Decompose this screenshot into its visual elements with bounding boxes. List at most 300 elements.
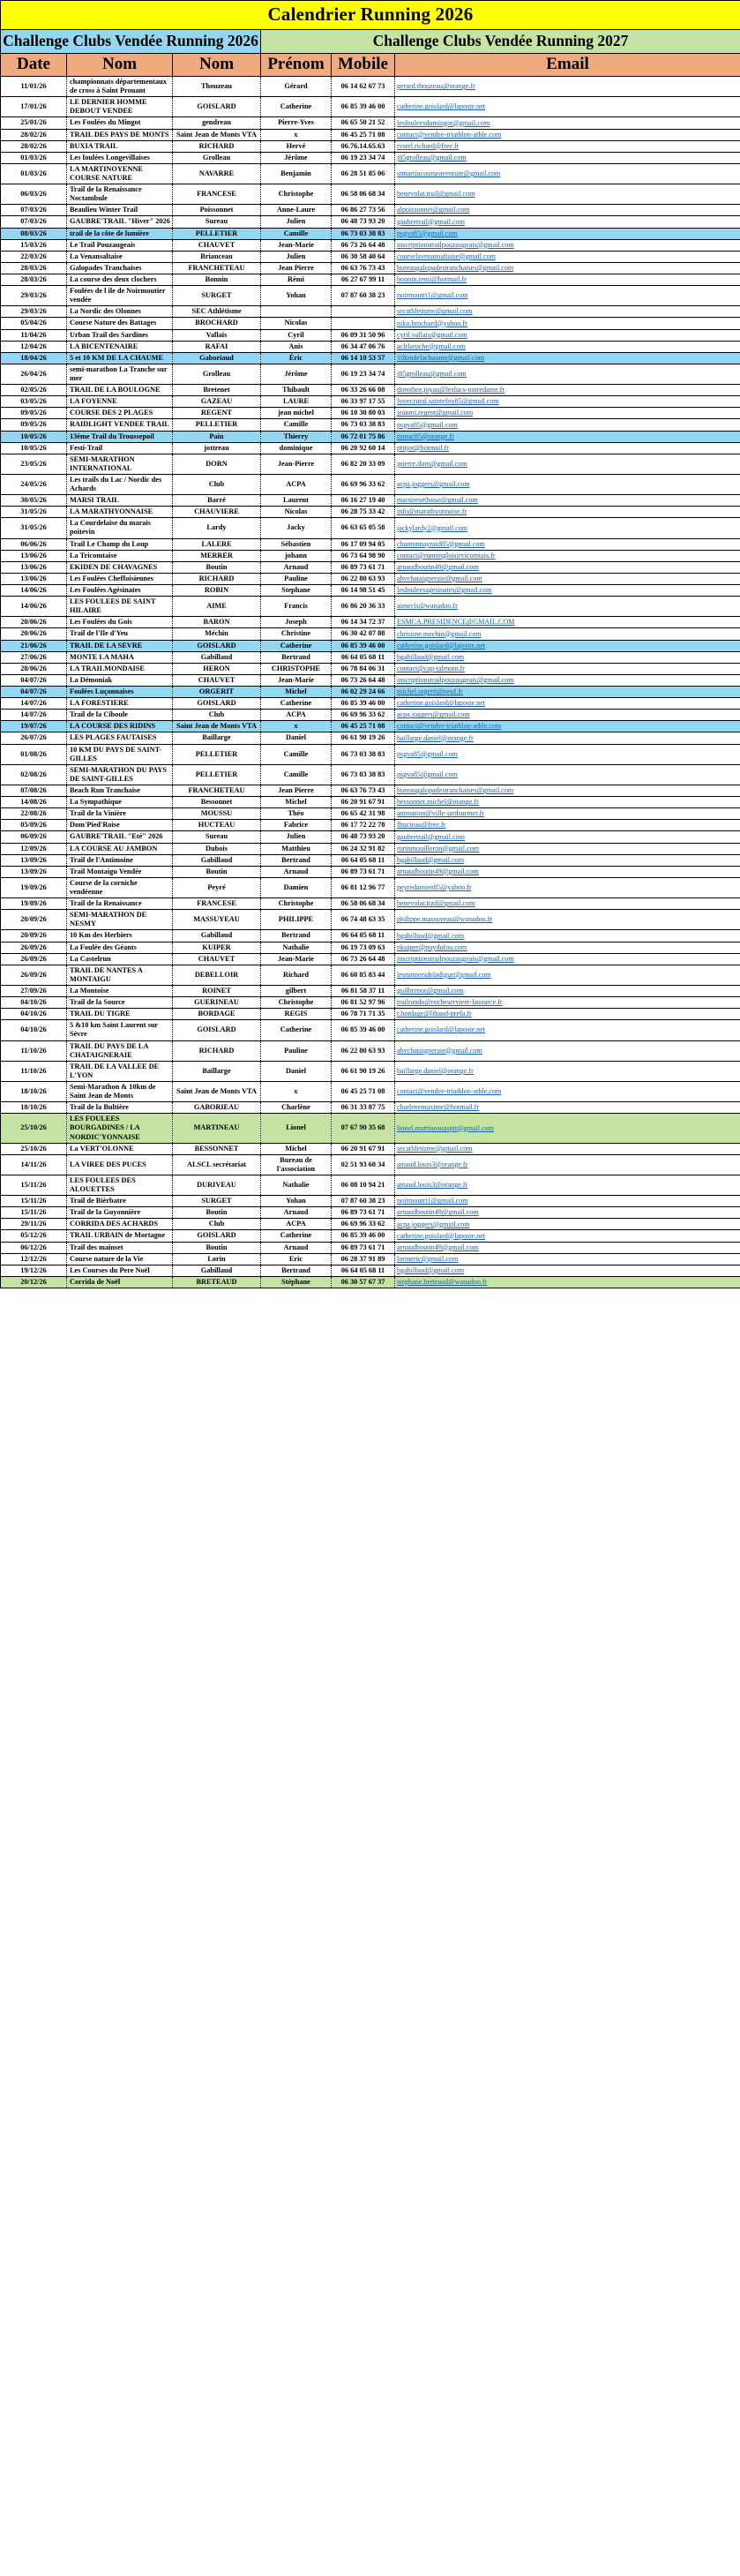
cell-event-name: Trail de la Renaissance xyxy=(67,898,173,910)
cell-date: 04/10/26 xyxy=(1,997,67,1009)
cell-contact-firstname: ACPA xyxy=(261,710,332,721)
email-link[interactable]: peyredamien85@yahoo.fr xyxy=(397,883,472,892)
email-link[interactable]: courselavenansaltaise@gmail.com xyxy=(397,252,496,260)
email-link[interactable]: inscriptionstrailpouzaugeais@gmail.com xyxy=(397,240,514,249)
cell-mobile: 06 73 03 38 83 xyxy=(332,228,395,239)
cell-email[interactable] xyxy=(395,866,740,877)
cell-email[interactable] xyxy=(395,785,740,797)
cell-email[interactable] xyxy=(395,808,740,820)
cell-email[interactable] xyxy=(395,442,740,454)
email-link[interactable]: marsireorthaise@gmail.com xyxy=(397,496,478,505)
cell-contact-firstname: Sébastien xyxy=(261,538,332,550)
cell-email[interactable] xyxy=(395,140,740,152)
cell-email[interactable] xyxy=(395,597,740,617)
cell-contact-firstname: Yohan xyxy=(261,286,332,306)
email-link[interactable]: catherine.goislard@laposte.net xyxy=(397,641,486,650)
email-link[interactable]: niko.brochard@yahoo.fr xyxy=(397,319,467,327)
cell-email[interactable] xyxy=(395,129,740,140)
cell-event-name: LES FOULEES DES ALOUETTES xyxy=(67,1175,173,1195)
cell-mobile: 06 45 25 71 08 xyxy=(332,129,395,140)
cell-email[interactable] xyxy=(395,385,740,396)
email-link[interactable]: acpa.joggers@gmail.com xyxy=(397,710,470,719)
cell-email[interactable] xyxy=(395,239,740,251)
cell-date: 15/03/26 xyxy=(1,239,67,251)
cell-email[interactable] xyxy=(395,797,740,808)
cell-contact-firstname: Jean-Marie xyxy=(261,239,332,251)
table-row xyxy=(1,507,740,518)
cell-email[interactable] xyxy=(395,674,740,686)
cell-event-name: Semi-Marathon & 10km de Saint Jean de Monts xyxy=(67,1081,173,1101)
cell-email[interactable] xyxy=(395,744,740,764)
cell-email[interactable] xyxy=(395,1009,740,1020)
cell-email[interactable] xyxy=(395,408,740,419)
cell-mobile: 06.76.14.65.63 xyxy=(332,140,395,152)
cell-mobile: 06 20 91 67 91 xyxy=(332,797,395,808)
email-link[interactable]: stephane.breteaud@wanadoo.fr xyxy=(397,1278,488,1287)
email-link[interactable]: cyril.vallais@gmail.com xyxy=(397,330,467,339)
table-row xyxy=(1,877,740,897)
email-link[interactable]: acpa.joggers@gmail.com xyxy=(397,480,470,489)
email-link[interactable]: mmac85@orange.fr xyxy=(397,432,454,440)
email-link[interactable]: contact@vendee-triathlon-athle.com xyxy=(397,722,502,731)
cell-contact-firstname: Pauline xyxy=(261,1040,332,1061)
cell-mobile: 06 61 90 19 26 xyxy=(332,1061,395,1081)
cell-email[interactable] xyxy=(395,352,740,364)
cell-email[interactable] xyxy=(395,251,740,262)
cell-email[interactable] xyxy=(395,898,740,910)
cell-email[interactable] xyxy=(395,831,740,843)
cell-email[interactable] xyxy=(395,216,740,228)
email-link[interactable]: charlenemaxime@hotmail.fr xyxy=(397,1103,480,1112)
table-row xyxy=(1,1175,740,1195)
cell-email[interactable] xyxy=(395,286,740,306)
cell-date: 04/10/26 xyxy=(1,1020,67,1040)
cell-contact-firstname: Jérôme xyxy=(261,152,332,163)
cell-email[interactable] xyxy=(395,1081,740,1101)
cell-email[interactable] xyxy=(395,843,740,854)
email-link[interactable]: bgabillaud@gmail.com xyxy=(397,855,465,864)
email-link[interactable]: philippe.massuyeau@wanadoo.fr xyxy=(397,915,493,924)
cell-contact-firstname: Daniel xyxy=(261,1061,332,1081)
cell-email[interactable] xyxy=(395,1196,740,1207)
cell-email[interactable] xyxy=(395,152,740,163)
cell-contact-firstname: Christophe xyxy=(261,898,332,910)
email-link[interactable]: fhucteau@free.fr xyxy=(397,821,446,830)
cell-email[interactable] xyxy=(395,910,740,930)
cell-contact-lastname: CHAUVET xyxy=(173,953,261,965)
cell-email[interactable] xyxy=(395,163,740,184)
cell-date: 13/06/26 xyxy=(1,561,67,573)
cell-email[interactable] xyxy=(395,507,740,518)
cell-contact-firstname: Catherine xyxy=(261,97,332,117)
email-link[interactable]: lorineric@gmail.com xyxy=(397,1254,459,1263)
cell-mobile: 06 48 73 93 20 xyxy=(332,831,395,843)
table-row xyxy=(1,97,740,117)
email-link[interactable]: abvchataigneraie@gmail.com xyxy=(397,575,482,583)
email-link[interactable]: contact@runningloisirvicomtais.fr xyxy=(397,551,496,560)
cell-event-name: Beach Run Tranchaise xyxy=(67,785,173,797)
cell-date: 25/10/26 xyxy=(1,1143,67,1154)
cell-contact-lastname: Peyré xyxy=(173,877,261,897)
table-head xyxy=(1,1,740,77)
email-link[interactable]: r.bordage@libaud-prefa.fr xyxy=(397,1010,472,1018)
cell-contact-lastname: Grolleau xyxy=(173,152,261,163)
cell-email[interactable] xyxy=(395,877,740,897)
email-link[interactable]: secathletisme@gmail.com xyxy=(397,1144,473,1153)
email-link[interactable]: baillarge.daniel@orange.fr xyxy=(397,733,474,742)
cell-email[interactable] xyxy=(395,1114,740,1143)
cell-contact-firstname: Camille xyxy=(261,744,332,764)
email-link[interactable]: gaubretrail@gmail.com xyxy=(397,217,465,226)
cell-event-name: Les foulées Longevillaises xyxy=(67,152,173,163)
cell-email[interactable] xyxy=(395,364,740,384)
cell-email[interactable] xyxy=(395,454,740,474)
cell-email[interactable] xyxy=(395,77,740,97)
cell-date: 02/05/26 xyxy=(1,385,67,396)
cell-email[interactable] xyxy=(395,1265,740,1276)
email-link[interactable]: jackylardy2@gmail.com xyxy=(397,523,468,532)
cell-date: 15/11/26 xyxy=(1,1196,67,1207)
cell-event-name: Trail de l'Antimoine xyxy=(67,854,173,866)
cell-mobile: 06 20 91 67 91 xyxy=(332,1143,395,1154)
table-row xyxy=(1,1196,740,1207)
cell-email[interactable] xyxy=(395,710,740,721)
cell-email[interactable] xyxy=(395,97,740,117)
cell-contact-firstname: Michel xyxy=(261,687,332,698)
email-link[interactable]: ESMCA.PRESIDENCE@GMAIL.COM xyxy=(397,618,515,627)
table-row xyxy=(1,474,740,494)
cell-email[interactable] xyxy=(395,930,740,942)
cell-email[interactable] xyxy=(395,1102,740,1114)
table-row xyxy=(1,1040,740,1061)
cell-email[interactable] xyxy=(395,274,740,285)
cell-contact-firstname: Thibault xyxy=(261,385,332,396)
cell-contact-lastname: FRANCESE xyxy=(173,898,261,910)
cell-event-name: Trail de la Source xyxy=(67,997,173,1009)
cell-date: 10/05/26 xyxy=(1,431,67,442)
email-link[interactable]: aclrlaroche@gmail.com xyxy=(397,342,466,350)
table-row xyxy=(1,1230,740,1242)
cell-date: 09/05/26 xyxy=(1,408,67,419)
cell-mobile: 06 33 97 17 55 xyxy=(332,396,395,408)
cell-email[interactable] xyxy=(395,1207,740,1219)
email-link[interactable]: contact@vendee-triathlon-athle.com xyxy=(397,130,502,139)
cell-contact-firstname: Arnaud xyxy=(261,561,332,573)
email-link[interactable]: psgva85@gmail.com xyxy=(397,229,458,237)
cell-mobile xyxy=(332,306,395,318)
cell-contact-firstname: Gérard xyxy=(261,77,332,97)
cell-mobile: 06 22 80 63 93 xyxy=(332,573,395,584)
cell-email[interactable] xyxy=(395,628,740,640)
cell-email[interactable] xyxy=(395,474,740,494)
cell-mobile: 06 73 26 64 48 xyxy=(332,674,395,686)
cell-event-name: Trail Montaigu Vendée xyxy=(67,866,173,877)
email-link[interactable]: benevolat.trail@gmail.com xyxy=(397,190,475,199)
cell-email[interactable] xyxy=(395,651,740,663)
email-link[interactable]: stmartincourseaventure@gmail.com xyxy=(397,169,501,178)
cell-mobile xyxy=(332,318,395,329)
email-link[interactable]: contact@vendee-triathlon-athle.com xyxy=(397,1087,502,1096)
cell-contact-lastname: GUERINEAU xyxy=(173,997,261,1009)
cell-contact-lastname: Boutin xyxy=(173,1242,261,1253)
email-link[interactable]: lesfouleesdumingot@gmail.com xyxy=(397,118,490,127)
table-row xyxy=(1,843,740,854)
cell-date: 07/03/26 xyxy=(1,216,67,228)
cell-mobile: 06 81 52 97 96 xyxy=(332,997,395,1009)
cell-date: 26/04/26 xyxy=(1,364,67,384)
email-link[interactable]: bureaugalopadestranchaises@gmail.com xyxy=(397,786,514,795)
cell-email[interactable] xyxy=(395,1219,740,1230)
cell-email[interactable] xyxy=(395,262,740,274)
cell-email[interactable] xyxy=(395,1061,740,1081)
cell-email[interactable] xyxy=(395,318,740,329)
cell-date: 06/12/26 xyxy=(1,1242,67,1253)
cell-email[interactable] xyxy=(395,561,740,573)
cell-event-name: Trail Le Champ du Loup xyxy=(67,538,173,550)
email-link[interactable]: bureaugalopadestranchaises@gmail.com xyxy=(397,263,514,272)
cell-contact-firstname: Christophe xyxy=(261,184,332,205)
email-link[interactable]: trailrando@rocheserviere-lasource.fr xyxy=(397,998,503,1007)
email-link[interactable]: j85grolleau@gmail.com xyxy=(397,370,467,379)
cell-email[interactable] xyxy=(395,1020,740,1040)
cell-email[interactable] xyxy=(395,617,740,628)
table-row xyxy=(1,561,740,573)
email-link[interactable]: psgva85@gmail.com xyxy=(397,749,458,758)
cell-date: 20/09/26 xyxy=(1,910,67,930)
cell-email[interactable] xyxy=(395,942,740,953)
cell-email[interactable] xyxy=(395,396,740,408)
email-link[interactable]: gerard.thouzeau@orange.fr xyxy=(397,82,475,91)
table-row xyxy=(1,251,740,262)
email-link[interactable]: arnaudboutin49@gmail.com xyxy=(397,867,479,875)
cell-email[interactable] xyxy=(395,1230,740,1242)
cell-email[interactable] xyxy=(395,341,740,352)
email-link[interactable]: guilbrenor@gmail.com xyxy=(397,987,464,995)
table-row xyxy=(1,651,740,663)
cell-email[interactable] xyxy=(395,965,740,985)
cell-contact-firstname: Théo xyxy=(261,808,332,820)
cell-email[interactable] xyxy=(395,1253,740,1265)
email-link[interactable]: benevolat.trail@gmail.com xyxy=(397,899,475,908)
cell-email[interactable] xyxy=(395,1175,740,1195)
email-link[interactable]: amaud.louis3@orange.fr xyxy=(397,1181,468,1190)
cell-contact-firstname: Christine xyxy=(261,628,332,640)
cell-email[interactable] xyxy=(395,518,740,538)
cell-email[interactable] xyxy=(395,585,740,597)
email-link[interactable]: secathletisme@gmail.com xyxy=(397,307,473,316)
cell-event-name: Les Foulées du Gois xyxy=(67,617,173,628)
email-link[interactable]: 10kmdelachaume@gmail.com xyxy=(397,353,484,362)
cell-contact-firstname: Bertrand xyxy=(261,1265,332,1276)
email-link[interactable]: rurinmouilleron@gmail.com xyxy=(397,844,480,852)
cell-contact-lastname: ROINET xyxy=(173,985,261,996)
email-link[interactable]: jeanmi.regent@gmail.com xyxy=(397,409,474,417)
cell-date: 18/04/26 xyxy=(1,352,67,364)
table-row xyxy=(1,364,740,384)
email-link[interactable]: chantonnayraid85@gmail.com xyxy=(397,539,485,548)
email-link[interactable]: noirmoutri1@gmail.com xyxy=(397,291,468,300)
email-link[interactable]: lesfouleesagesinates@gmail.com xyxy=(397,586,492,595)
cell-event-name: LES FOULEES DE SAINT HILAIRE xyxy=(67,597,173,617)
cell-mobile: 06 74 48 63 35 xyxy=(332,910,395,930)
email-link[interactable]: j85grolleau@gmail.com xyxy=(397,153,467,161)
cell-date: 26/09/26 xyxy=(1,965,67,985)
cell-email[interactable] xyxy=(395,687,740,698)
cell-email[interactable] xyxy=(395,495,740,507)
cell-mobile: 06 65 42 31 98 xyxy=(332,808,395,820)
cell-email[interactable] xyxy=(395,538,740,550)
column-header-prenom: Prénom xyxy=(261,54,332,77)
cell-email[interactable] xyxy=(395,698,740,710)
cell-email[interactable] xyxy=(395,985,740,996)
email-link[interactable]: animation@ville-jardsurmer.fr xyxy=(397,809,484,818)
cell-email[interactable] xyxy=(395,640,740,651)
cell-contact-firstname: Camille xyxy=(261,228,332,239)
cell-email[interactable] xyxy=(395,573,740,584)
email-link[interactable]: aimecis@wanadoo.fr xyxy=(397,602,458,611)
cell-email[interactable] xyxy=(395,205,740,216)
cell-date: 20/06/26 xyxy=(1,617,67,628)
cell-event-name: Course nature de la Vie xyxy=(67,1253,173,1265)
email-link[interactable]: ptitjot@hotmail.fr xyxy=(397,443,449,452)
email-link[interactable]: catherine.goislard@laposte.net xyxy=(397,699,486,708)
cell-email[interactable] xyxy=(395,820,740,831)
cell-contact-lastname: Thouzeau xyxy=(173,77,261,97)
cell-date: 01/03/26 xyxy=(1,152,67,163)
email-link[interactable]: psgva85@gmail.com xyxy=(397,420,458,429)
cell-event-name: LA BICENTENAIRE xyxy=(67,341,173,352)
email-link[interactable]: arnaudboutin49@gmail.com xyxy=(397,562,479,571)
cell-contact-firstname: Lionel xyxy=(261,1114,332,1143)
cell-contact-lastname: GABORIEAU xyxy=(173,1102,261,1114)
cell-email[interactable] xyxy=(395,228,740,239)
cell-email[interactable] xyxy=(395,721,740,732)
email-link[interactable]: bessonnet.michel@orange.fr xyxy=(397,798,479,807)
email-link[interactable]: rvstel.richard@free.fr xyxy=(397,141,460,150)
cell-email[interactable] xyxy=(395,997,740,1009)
cell-contact-lastname: GOISLARD xyxy=(173,97,261,117)
cell-mobile: 06 14 62 67 73 xyxy=(332,77,395,97)
cell-email[interactable] xyxy=(395,663,740,674)
cell-date: 29/03/26 xyxy=(1,286,67,306)
cell-contact-firstname: Bertrand xyxy=(261,930,332,942)
cell-email[interactable] xyxy=(395,550,740,561)
cell-mobile: 06 28 37 91 89 xyxy=(332,1253,395,1265)
cell-mobile: 06 89 73 61 71 xyxy=(332,1242,395,1253)
email-link[interactable]: arnaudboutin49@gmail.com xyxy=(397,1208,479,1217)
email-link[interactable]: alpoissonnet@gmail.com xyxy=(397,206,470,214)
email-link[interactable]: foyer.rural.saintefoy85@gmail.com xyxy=(397,397,499,406)
cell-contact-lastname: Club xyxy=(173,1219,261,1230)
email-link[interactable]: catherine.goislard@laposte.net xyxy=(397,102,486,111)
cell-mobile: 06 14 34 72 37 xyxy=(332,617,395,628)
email-link[interactable]: catherine.goislard@laposte.net xyxy=(397,1231,486,1240)
cell-email[interactable] xyxy=(395,1276,740,1288)
cell-contact-lastname: MOUSSU xyxy=(173,808,261,820)
cell-contact-lastname: Baillarge xyxy=(173,1061,261,1081)
table-row xyxy=(1,854,740,866)
email-link[interactable]: lesrunnersdeladigue@gmail.com xyxy=(397,970,491,979)
email-link[interactable]: baillarge.daniel@orange.fr xyxy=(397,1066,474,1075)
email-link[interactable]: dorothee.joyau@leslucs-notredame.fr xyxy=(397,386,505,394)
cell-contact-firstname: Stephane xyxy=(261,585,332,597)
email-link[interactable]: chrisitne.mechin@gmail.com xyxy=(397,629,482,638)
cell-date: 11/01/26 xyxy=(1,77,67,97)
email-link[interactable]: inscriptionstrailpouzaugeais@gmail.com xyxy=(397,676,514,685)
email-link[interactable]: amaud.louis3@orange.fr xyxy=(397,1160,468,1168)
cell-email[interactable] xyxy=(395,764,740,785)
email-link[interactable]: bgabillaud@gmail.com xyxy=(397,1265,465,1274)
email-link[interactable]: nkuiper@puydufou.com xyxy=(397,943,467,951)
email-link[interactable]: bgabillaud@gmail.com xyxy=(397,652,465,661)
cell-contact-lastname: Barré xyxy=(173,495,261,507)
cell-event-name: LA FOYENNE xyxy=(67,396,173,408)
email-link[interactable]: bgabillaud@gmail.com xyxy=(397,931,465,940)
cell-contact-lastname: SURGET xyxy=(173,1196,261,1207)
email-link[interactable]: abvchataigneraie@gmail.com xyxy=(397,1046,482,1055)
cell-event-name: La Sympathique xyxy=(67,797,173,808)
cell-date: 14/07/26 xyxy=(1,710,67,721)
email-link[interactable]: psgva85@gmail.com xyxy=(397,770,458,778)
email-link[interactable]: jpierre.dorn@gmail.com xyxy=(397,459,467,468)
email-link[interactable]: bonnin.remi@hotmail.fr xyxy=(397,275,467,284)
email-link[interactable]: acpa.joggers@gmail.com xyxy=(397,1220,470,1228)
cell-email[interactable] xyxy=(395,306,740,318)
cell-event-name: semi-marathon La Tranche sur mer xyxy=(67,364,173,384)
table-row xyxy=(1,419,740,431)
cell-email[interactable] xyxy=(395,1040,740,1061)
cell-date: 30/05/26 xyxy=(1,495,67,507)
cell-date: 25/01/26 xyxy=(1,117,67,129)
cell-email[interactable] xyxy=(395,953,740,965)
cell-email[interactable] xyxy=(395,431,740,442)
email-link[interactable]: contact@cap-talmont.fr xyxy=(397,664,465,672)
cell-mobile: 06 48 73 93 20 xyxy=(332,216,395,228)
table-row xyxy=(1,385,740,396)
cell-date: 18/10/26 xyxy=(1,1081,67,1101)
cell-email[interactable] xyxy=(395,1242,740,1253)
cell-email[interactable] xyxy=(395,854,740,866)
email-link[interactable]: catherine.goislard@laposte.net xyxy=(397,1025,486,1034)
email-link[interactable]: arnaudboutin49@gmail.com xyxy=(397,1243,479,1251)
cell-date: 24/05/26 xyxy=(1,474,67,494)
cell-event-name: Foulées Luçonnaises xyxy=(67,687,173,698)
cell-email[interactable] xyxy=(395,184,740,205)
email-link[interactable]: lionel.martineauasptt@gmail.com xyxy=(397,1123,494,1132)
email-link[interactable]: gaubretrail@gmail.com xyxy=(397,832,465,841)
cell-email[interactable] xyxy=(395,1154,740,1175)
cell-email[interactable] xyxy=(395,419,740,431)
email-link[interactable]: inscriptionstrailpouzaugeais@gmail.com xyxy=(397,954,514,963)
cell-contact-lastname: jottreau xyxy=(173,442,261,454)
cell-contact-lastname: GAZEAU xyxy=(173,396,261,408)
cell-contact-firstname: Fabrice xyxy=(261,820,332,831)
cell-date: 12/04/26 xyxy=(1,341,67,352)
cell-email[interactable] xyxy=(395,732,740,744)
cell-event-name: TRAIL DE NANTES A MONTAIGU xyxy=(67,965,173,985)
table-row xyxy=(1,228,740,239)
cell-date: 17/01/26 xyxy=(1,97,67,117)
email-link[interactable]: michel.orgerit@neuf.fr xyxy=(397,687,463,696)
cell-contact-firstname: jean michel xyxy=(261,408,332,419)
cell-email[interactable] xyxy=(395,117,740,129)
cell-event-name: LA TRAILMONDAISE xyxy=(67,663,173,674)
cell-mobile: 06 86 27 73 56 xyxy=(332,205,395,216)
cell-email[interactable] xyxy=(395,329,740,341)
cell-email[interactable] xyxy=(395,1143,740,1154)
email-link[interactable]: noirmoutri1@gmail.com xyxy=(397,1197,468,1205)
email-link[interactable]: info@marathyonnaise.fr xyxy=(397,507,467,516)
